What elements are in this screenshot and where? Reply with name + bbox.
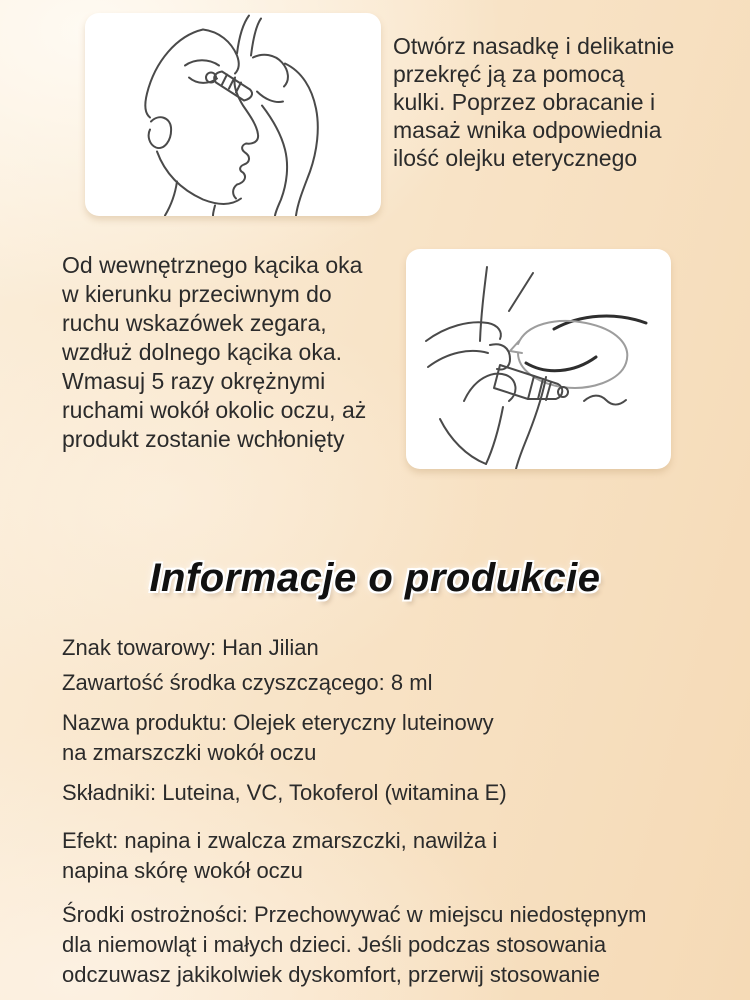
- product-info-list: [62, 633, 727, 990]
- text-line: Wmasuj 5 razy okrężnymi: [62, 368, 326, 394]
- text-line: Środki ostrożności: Przechowywać w miejscu niedostępnym: [62, 902, 647, 927]
- text-line: ruchu wskazówek zegara,: [62, 310, 327, 336]
- text-line: kulki. Poprzez obracanie i: [393, 89, 656, 115]
- info-volume: [62, 668, 727, 698]
- eye-massage-illustration: [406, 249, 671, 469]
- text-line: Od wewnętrznego kącika oka: [62, 252, 363, 278]
- instruction-text-step-1: [393, 32, 674, 172]
- text-line: odczuwasz jakikolwiek dyskomfort, przerwij stosowanie: [62, 962, 600, 987]
- text-line: produkt zostanie wchłonięty: [62, 426, 345, 452]
- text-line: Efekt: napina i zwalcza zmarszczki, nawilża i: [62, 828, 498, 853]
- face-profile-line-art: [145, 30, 258, 216]
- eye-line-art: [510, 316, 646, 388]
- hand-line-art: [426, 322, 515, 464]
- info-effect: [62, 826, 727, 886]
- text-line: masaż wnika odpowiednia: [393, 117, 662, 143]
- nose-squiggle: [584, 396, 626, 405]
- info-product-name: [62, 708, 727, 768]
- text-line: dla niemowląt i małych dzieci. Jeśli podczas stosowania: [62, 932, 607, 957]
- face-roller-illustration: [85, 13, 381, 216]
- text-line: Składniki: Luteina, VC, Tokoferol (witamina E): [62, 780, 507, 805]
- info-brand: [62, 633, 727, 663]
- illustration-card-step-1: [85, 13, 381, 216]
- text-line: Otwórz nasadkę i delikatnie: [393, 33, 675, 59]
- text-line: wzdłuż dolnego kącika oka.: [62, 339, 342, 365]
- hair-lines: [480, 267, 533, 341]
- text-line: Znak towarowy: Han Jilian: [62, 635, 319, 660]
- instruction-text-step-2: [62, 251, 366, 454]
- info-ingredients: [62, 778, 727, 808]
- text-line: w kierunku przeciwnym do: [62, 281, 332, 307]
- text-line: ruchami wokół okolic oczu, aż: [62, 397, 367, 423]
- text-line: napina skórę wokół oczu: [62, 858, 303, 883]
- illustration-card-step-2: [406, 249, 671, 469]
- info-precautions: [62, 900, 727, 990]
- text-line: Nazwa produktu: Olejek eteryczny luteinowy: [62, 710, 494, 735]
- roller-bottle-line-art: [206, 72, 252, 101]
- section-title: Informacje o produkcie: [149, 556, 601, 600]
- text-line: przekręć ją za pomocą: [393, 61, 625, 87]
- text-line: ilość olejku eterycznego: [393, 145, 638, 171]
- text-line: Zawartość środka czyszczącego: 8 ml: [62, 670, 433, 695]
- text-line: na zmarszczki wokół oczu: [62, 740, 317, 765]
